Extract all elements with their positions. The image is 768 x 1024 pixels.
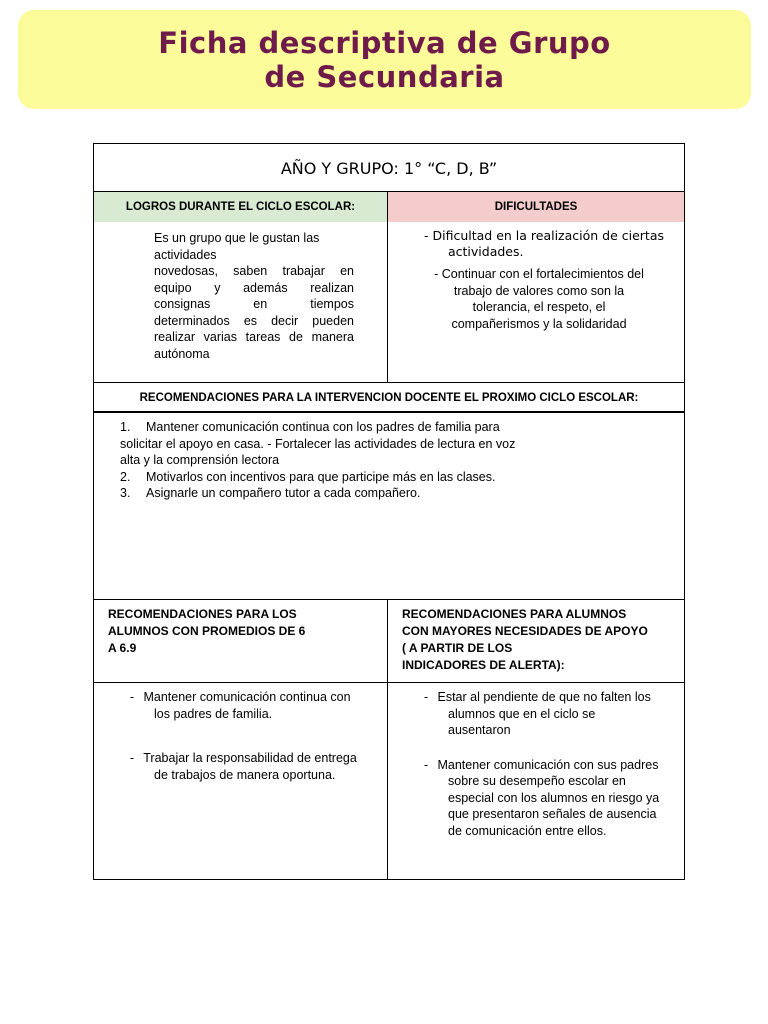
item-text: Mantener comunicación continua con: [143, 690, 351, 704]
list-item-cont: [94, 436, 560, 453]
item-text-cont: sobre su desempeño escolar en: [448, 774, 626, 788]
header-line: ( A PARTIR DE LOS: [402, 641, 513, 655]
item-text: Estar al pendiente de que no falten los: [437, 690, 651, 704]
logros-content: [154, 230, 354, 362]
item-text: alta y la comprensión lectora: [120, 453, 280, 467]
item-text: solicitar el apoyo en casa. - Fortalecer las actividades de lectura en voz: [120, 436, 516, 451]
item-text-cont: ausentaron: [448, 723, 511, 737]
dash-bullet: -: [424, 757, 429, 772]
item-text-cont: los padres de familia.: [154, 706, 273, 721]
item-text-cont: que presentaron señales de ausencia: [448, 807, 657, 821]
list-item: [120, 485, 560, 502]
title-banner: [18, 10, 751, 109]
descriptive-table: [93, 143, 685, 880]
header-line: ALUMNOS CON PROMEDIOS DE 6: [108, 624, 306, 638]
item-number: 3.: [120, 486, 131, 500]
promedios-content: [130, 689, 370, 783]
dificultades-content: [424, 228, 684, 332]
row-divider: [94, 682, 684, 683]
item-text-cont: de trabajos de manera oportuna.: [154, 767, 336, 782]
header-line: CON MAYORES NECESIDADES DE APOYO: [402, 624, 648, 638]
document-title-line-2: de Secundaria: [264, 59, 505, 94]
document-title-line-1: Ficha descriptiva de Grupo: [158, 25, 611, 60]
logros-header: LOGROS DURANTE EL CICLO ESCOLAR:: [94, 192, 387, 222]
logros-line: Es un grupo que le gustan las actividades: [154, 231, 320, 262]
dificultades-header: DIFICULTADES: [388, 192, 684, 222]
item-text: Mantener comunicación continua con los padres de familia para: [146, 420, 500, 434]
list-item: [424, 757, 674, 774]
dificultad-item-2-cont: trabajo de valores como son la: [453, 283, 625, 298]
item-number: 2.: [120, 469, 131, 484]
dificultad-item-1: - Dificultad en la realización de ciertas: [424, 228, 665, 243]
dificultad-item-2: - Continuar con el fortalecimientos del: [434, 267, 644, 281]
dash-bullet: -: [424, 690, 429, 704]
item-text: Mantener comunicación con sus padres: [437, 757, 659, 772]
list-item: [120, 419, 560, 436]
necesidades-content: [424, 689, 674, 839]
necesidades-header: [402, 606, 672, 674]
recomendaciones-list: [120, 419, 560, 502]
column-divider: [387, 600, 388, 880]
item-text-cont: alumnos que en el ciclo se: [448, 706, 596, 721]
item-text-cont: de comunicación entre ellos.: [448, 823, 607, 838]
dash-bullet: -: [130, 751, 135, 765]
header-line: A 6.9: [108, 641, 137, 655]
item-text: Trabajar la responsabilidad de entrega: [143, 751, 357, 765]
list-item-cont: [120, 452, 560, 469]
row-divider: [94, 599, 684, 600]
header-line: RECOMENDACIONES PARA LOS: [108, 607, 297, 621]
header-line: RECOMENDACIONES PARA ALUMNOS: [402, 607, 627, 621]
dificultad-item-1-cont: actividades.: [448, 244, 524, 259]
dash-bullet: -: [130, 690, 135, 704]
logros-line: novedosas, saben trabajar en equipo y además realizan consignas en tiempos determinados es decir pueden realizar varias tareas de manera autónoma: [154, 264, 354, 361]
list-item: [120, 469, 560, 486]
list-item: [130, 750, 370, 767]
item-text: Asignarle un compañero tutor a cada compañero.: [146, 486, 421, 500]
list-item: [130, 689, 370, 706]
item-text: Motivarlos con incentivos para que participe más en las clases.: [146, 469, 496, 484]
recomendaciones-header: RECOMENDACIONES PARA LA INTERVENCION DOCENTE EL PROXIMO CICLO ESCOLAR:: [139, 392, 639, 404]
item-text-cont: especial con los alumnos en riesgo ya: [448, 790, 660, 805]
promedios-header: [108, 606, 358, 657]
header-line: INDICADORES DE ALERTA):: [402, 658, 565, 672]
year-group-title: AÑO Y GRUPO: 1° “C, D, B”: [280, 158, 498, 178]
dificultad-item-2-cont: compañerismos y la solidaridad: [451, 316, 627, 331]
item-number: 1.: [120, 420, 131, 434]
dificultad-item-2-cont: tolerancia, el respeto, el: [472, 300, 606, 314]
list-item: [424, 689, 674, 706]
